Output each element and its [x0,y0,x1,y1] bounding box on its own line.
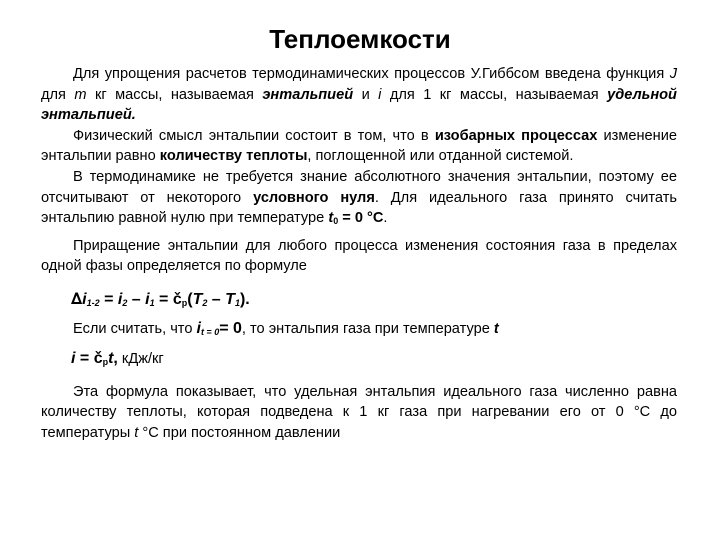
subscript-1: 1 [149,297,155,308]
subscript-p: р [181,297,188,308]
value-zero-celsius: = 0 °С [338,210,384,227]
subscript-p: р [102,357,109,368]
paragraph-conclusion [41,382,677,444]
symbol-t0: t [328,210,334,227]
symbol-T1: T [225,290,235,308]
symbol-m: m [74,86,87,103]
symbol-t: t [108,350,114,368]
paren-close: ). [239,290,250,308]
text: для [41,86,75,103]
slide-title: Теплоемкости [269,24,451,54]
operator-equals: = [99,290,118,308]
symbol-t: t [134,424,139,441]
symbol-cp: č [93,350,103,368]
operator-equals: = [154,290,173,308]
text: В термодинамике не требуется знание абсолютного значения энтальпии, поэтому ее отсчитывают от некоторого [41,168,677,206]
paragraph-enthalpy-definition [41,64,677,126]
paragraph-increment: Приращение энтальпии для любого процесса изменения состояния газа в пределах одной фазы определяется по формуле [41,237,677,275]
symbol-i2: i [117,290,123,308]
text: Эта формула показывает, что удельная энтальпия идеального газа численно равна количеству теплоты, которая подведена к 1 кг газа при нагревании его от 0 °С до температуры [41,383,677,441]
value-equals-zero: = 0 [219,319,242,337]
text: кг массы, называемая [86,86,263,103]
unit-kj-per-kg: кДж/кг [117,351,164,368]
formula-enthalpy-increment [41,289,677,311]
symbol-J: J [669,66,677,82]
text: . Для идеального газа принято считать энтальпию равной нулю при температуре [41,189,677,227]
comma: , [113,350,118,368]
symbol-i: i [71,350,76,368]
operator-minus: – [127,290,146,308]
delta-icon: ∆ [71,288,83,308]
paren-open: ( [187,290,193,308]
operator-equals: = [75,350,94,368]
term-isobaric-processes: изобарных процессах [434,127,598,144]
paragraph-physical-meaning [41,126,677,167]
operator-minus: – [207,290,226,308]
symbol-t: t [493,320,499,337]
text: °С при постоянном давлении [138,424,341,441]
symbol-i: i [82,290,87,308]
text: Физический смысл энтальпии состоит в том, что в [73,127,435,144]
text: , то энтальпия газа при температуре [241,320,494,337]
text: для 1 кг массы, называемая [381,86,608,103]
term-heat-amount: количеству теплоты [159,148,308,165]
term-enthalpy: энтальпией [262,86,354,103]
term-specific-enthalpy: удельной энтальпией. [41,86,677,124]
symbol-cp: č [172,290,182,308]
text: . [383,210,388,227]
formula-enthalpy [41,349,677,370]
text: изменение энтальпии равно [41,127,677,165]
text: и [353,86,379,103]
symbol-i1: i [145,290,150,308]
symbol-i: i [196,319,201,337]
subscript-0: 0 [333,216,339,227]
text: , поглощенной или отданной системой. [307,148,574,165]
line-zero-condition [41,319,677,340]
subscript-1-2: 1-2 [86,297,100,308]
term-conditional-zero: условного нуля [253,189,375,206]
symbol-T2: T [192,290,203,308]
paragraph-conditional-zero [41,167,677,229]
subscript-2: 2 [122,297,128,308]
subscript-t-0: t = 0 [200,326,220,337]
symbol-i: i [378,86,382,103]
text: Если считать, что [73,320,197,337]
subscript-2: 2 [202,297,208,308]
text: Для упрощения расчетов термодинамических процессов У.Гиббсом введена функция [73,66,670,82]
subscript-1: 1 [234,297,240,308]
slide-body [41,64,677,444]
